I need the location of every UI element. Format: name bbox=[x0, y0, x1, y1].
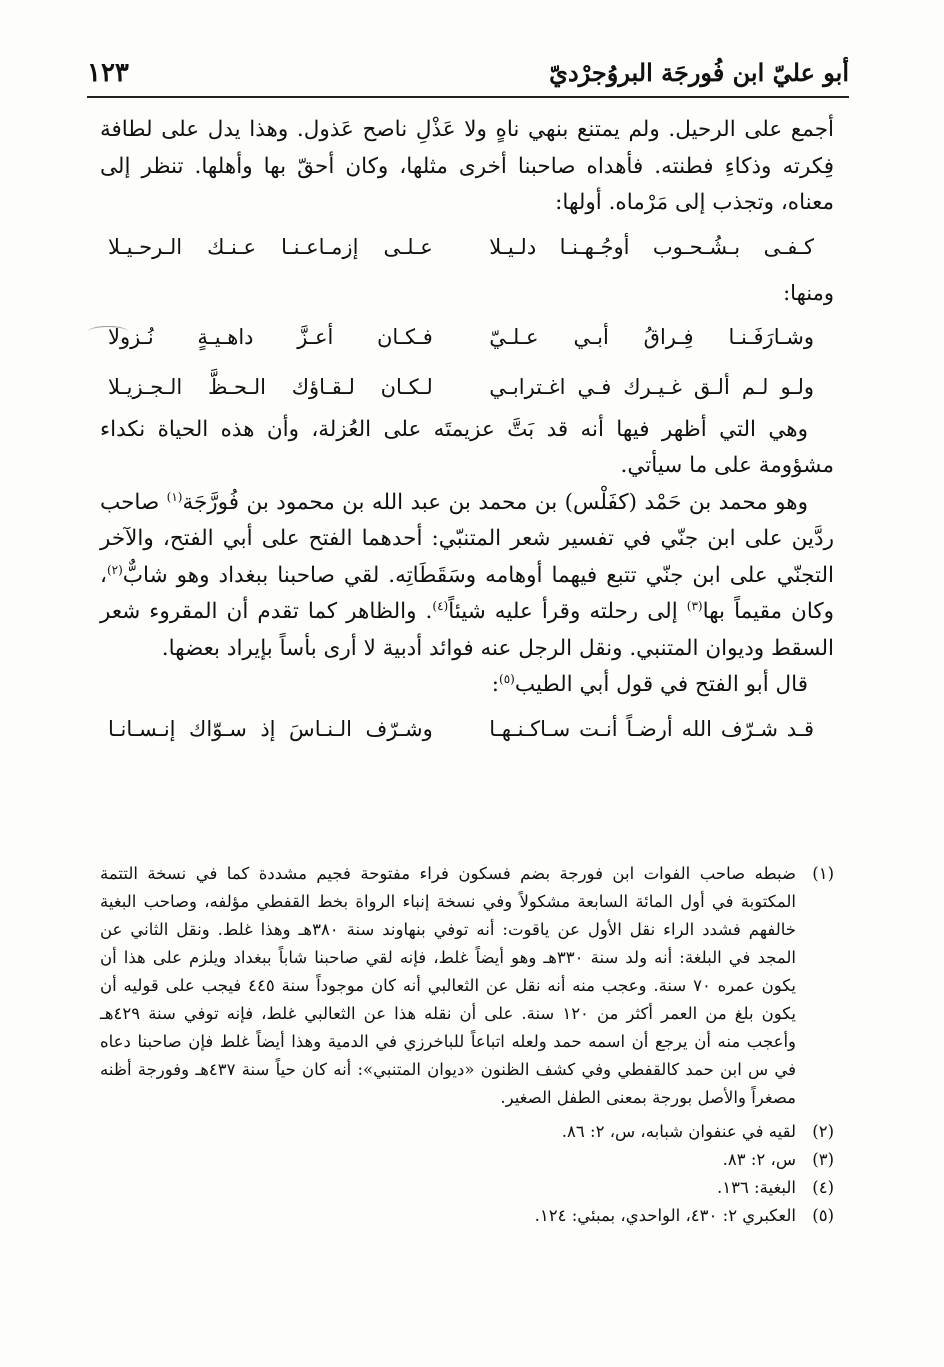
page-number: ١٢٣ bbox=[87, 58, 129, 88]
verse-1-second-hemistich: عـلـى إزمـاعـنـا عـنـك الـرحـيـلا bbox=[108, 234, 433, 259]
footnote-number: (٢) bbox=[812, 1122, 834, 1141]
paragraph-3 bbox=[100, 485, 834, 668]
paragraph-1: أجمع على الرحيل. ولم يمتنع بنهي ناهٍ ولا عَذْلِ ناصح عَذول. وهذا يدل على لطافة فِكرته وذكاءِ فطنته. فأهداه صاحبنا أخرى مثلها، وكان أحقّ بها وأهلها. تنظر إلى معناه، وتجذب إلى مَرْماه. أولها: bbox=[100, 117, 834, 215]
paragraph-3-part-d: إلى رحلته وقرأ عليه شيئاً bbox=[448, 599, 687, 624]
verse-1-first-hemistich: كـفـى بـشُـحـوب أوجُـهـنـا دلـيـلا bbox=[489, 234, 814, 259]
footnote-number: (٤) bbox=[812, 1178, 834, 1197]
footnote-number: (٣) bbox=[812, 1150, 834, 1169]
paragraph-3-part-e: . والظاهر كما تقدم أن المقروء شعر السقط وديوان المتنبي. ونقل الرجل عنه فوائد أدبية لا أرى بأساً بإيراد بعضها. bbox=[100, 599, 834, 661]
footnote-ref-1[interactable]: (١) bbox=[166, 489, 183, 504]
verse-4-first-hemistich: قـد شـرّف الله أرضـاً أنـت سـاكـنـهـا bbox=[489, 716, 814, 741]
verse-4-second-hemistich: وشـرّف الـنـاسَ إذ سـوّاك إنـسـانـا bbox=[108, 716, 433, 741]
paragraph-4 bbox=[100, 667, 834, 704]
paragraph-4-part-a: قال أبو الفتح في قول أبي الطيب bbox=[514, 672, 808, 697]
paragraph-2: وهي التي أظهر فيها أنه قد بَتَّ عزيمتَه على العُزلة، وأن هذه الحياة نكداء مشؤومة على ما سيأتي. bbox=[100, 416, 834, 478]
footnote-1 bbox=[100, 860, 834, 1112]
paragraph-4-part-b: : bbox=[491, 672, 500, 697]
footnote-ref-3[interactable]: (٣) bbox=[686, 598, 703, 613]
footnote-text: العكبري ٢: ٤٣٠، الواحدي، بمبئي: ١٢٤. bbox=[534, 1206, 796, 1225]
footnote-number: (١) bbox=[812, 864, 834, 883]
verse-3-first-hemistich: ولـو لـم ألـق غـيـرك فـي اغـترابـي bbox=[489, 374, 814, 399]
footnote-text: البغية: ١٣٦. bbox=[716, 1178, 796, 1197]
paragraph-3-part-c: ، وكان مقيماً بها bbox=[100, 562, 834, 624]
paragraph-3-part-a: وهو محمد بن حَمْد (كفَلْس) بن محمد بن عبد الله بن محمود بن فُورَّجَة bbox=[182, 489, 808, 515]
minha-label: ومنها: bbox=[783, 280, 834, 305]
footnote-2 bbox=[100, 1118, 834, 1146]
verse-2-first-hemistich: وشـارَفَـنـا فِـراقُ أبـي عـلـيّ bbox=[489, 324, 814, 349]
footnote-ref-5[interactable]: (٥) bbox=[499, 671, 515, 686]
verse-line-4 bbox=[108, 704, 814, 754]
verse-2-second-hemistich: فـكـان أعـزَّ داهـيـةٍ نُـزولا bbox=[108, 324, 433, 349]
verse-3-second-hemistich: لـكـان لـقـاؤك الـحـظَّ الـجـزيـلا bbox=[108, 374, 433, 399]
footnote-3 bbox=[100, 1146, 834, 1174]
main-text bbox=[100, 112, 834, 754]
footnote-4 bbox=[100, 1174, 834, 1202]
paragraph-3-part-b: صاحب ردَّين على ابن جنّي في تفسير شعر المتنبّي: أحدهما الفتح على أبي الفتح، والآخر التجنّي على ابن جنّي تتبع فيهما أوهامه وسَقَطَاتِه. لقي صاحبنا ببغداد وهو شابٌّ bbox=[100, 489, 834, 588]
footnote-ref-2[interactable]: (٢) bbox=[106, 562, 123, 577]
footnote-ref-4[interactable]: (٤) bbox=[432, 598, 449, 613]
verse-line-3 bbox=[108, 362, 814, 412]
footnote-text: لقيه في عنفوان شبابه، س، ٢: ٨٦. bbox=[561, 1122, 796, 1141]
footnote-number: (٥) bbox=[812, 1206, 834, 1225]
running-title: أبو عليّ ابن فُورجَة البروُجرْديّ bbox=[549, 58, 849, 87]
footnotes-section bbox=[100, 860, 834, 1230]
verse-line-2 bbox=[108, 312, 814, 362]
page-header bbox=[87, 48, 849, 98]
verse-line-1 bbox=[108, 222, 814, 272]
footnote-text: ضبطه صاحب الفوات ابن فورجة بضم فسكون فراء مفتوحة فجيم مشددة كما في نسخة التتمة المكتوبة في أول المائة السابعة مشكولاً وفي نسخة إنباء الرواة بخط القفطي مؤلفه، وصاحب البغية خالفهم فشدد الراء نقل الأول عن ياقوت: أنه توفي بنهاوند سنة ٣٨٠هـ وهذا غلط. ونقل الثاني عن المجد في البلغة: أنه ولد سنة ٣٣٠هـ وهو أيضاً غلط، فإنه لقي صاحبنا شاباً ببغداد ويلزم على هذا أن يكون عمره ٧٠ سنة. وعجب منه أنه نقل عن الثعالبي أنه كان موجوداً سنة ٤٤٥ فيجب على قوليه أن يكون بلغ من العمر أكثر من ١٢٠ سنة. على أن نقله هذا عن الثعالبي غلط، فإنه توفي سنة ٤٢٩هـ وأعجب منه أن يرجع أن اسمه حمد ولعله اتباعاً للباخرزي في الدمية وهذا أيضاً غلط فإن صاحبنا دعاه في س ابن حمد كالقفطي وفي كشف الظنون «ديوان المتنبي»: أنه كان حياً سنة ٤٣٧هـ وفورجة أظنه مصغراً والأصل بورجة بمعنى الطفل الصغير. bbox=[100, 864, 797, 1107]
footnote-5 bbox=[100, 1202, 834, 1230]
footnote-text: س، ٢: ٨٣. bbox=[722, 1150, 796, 1169]
